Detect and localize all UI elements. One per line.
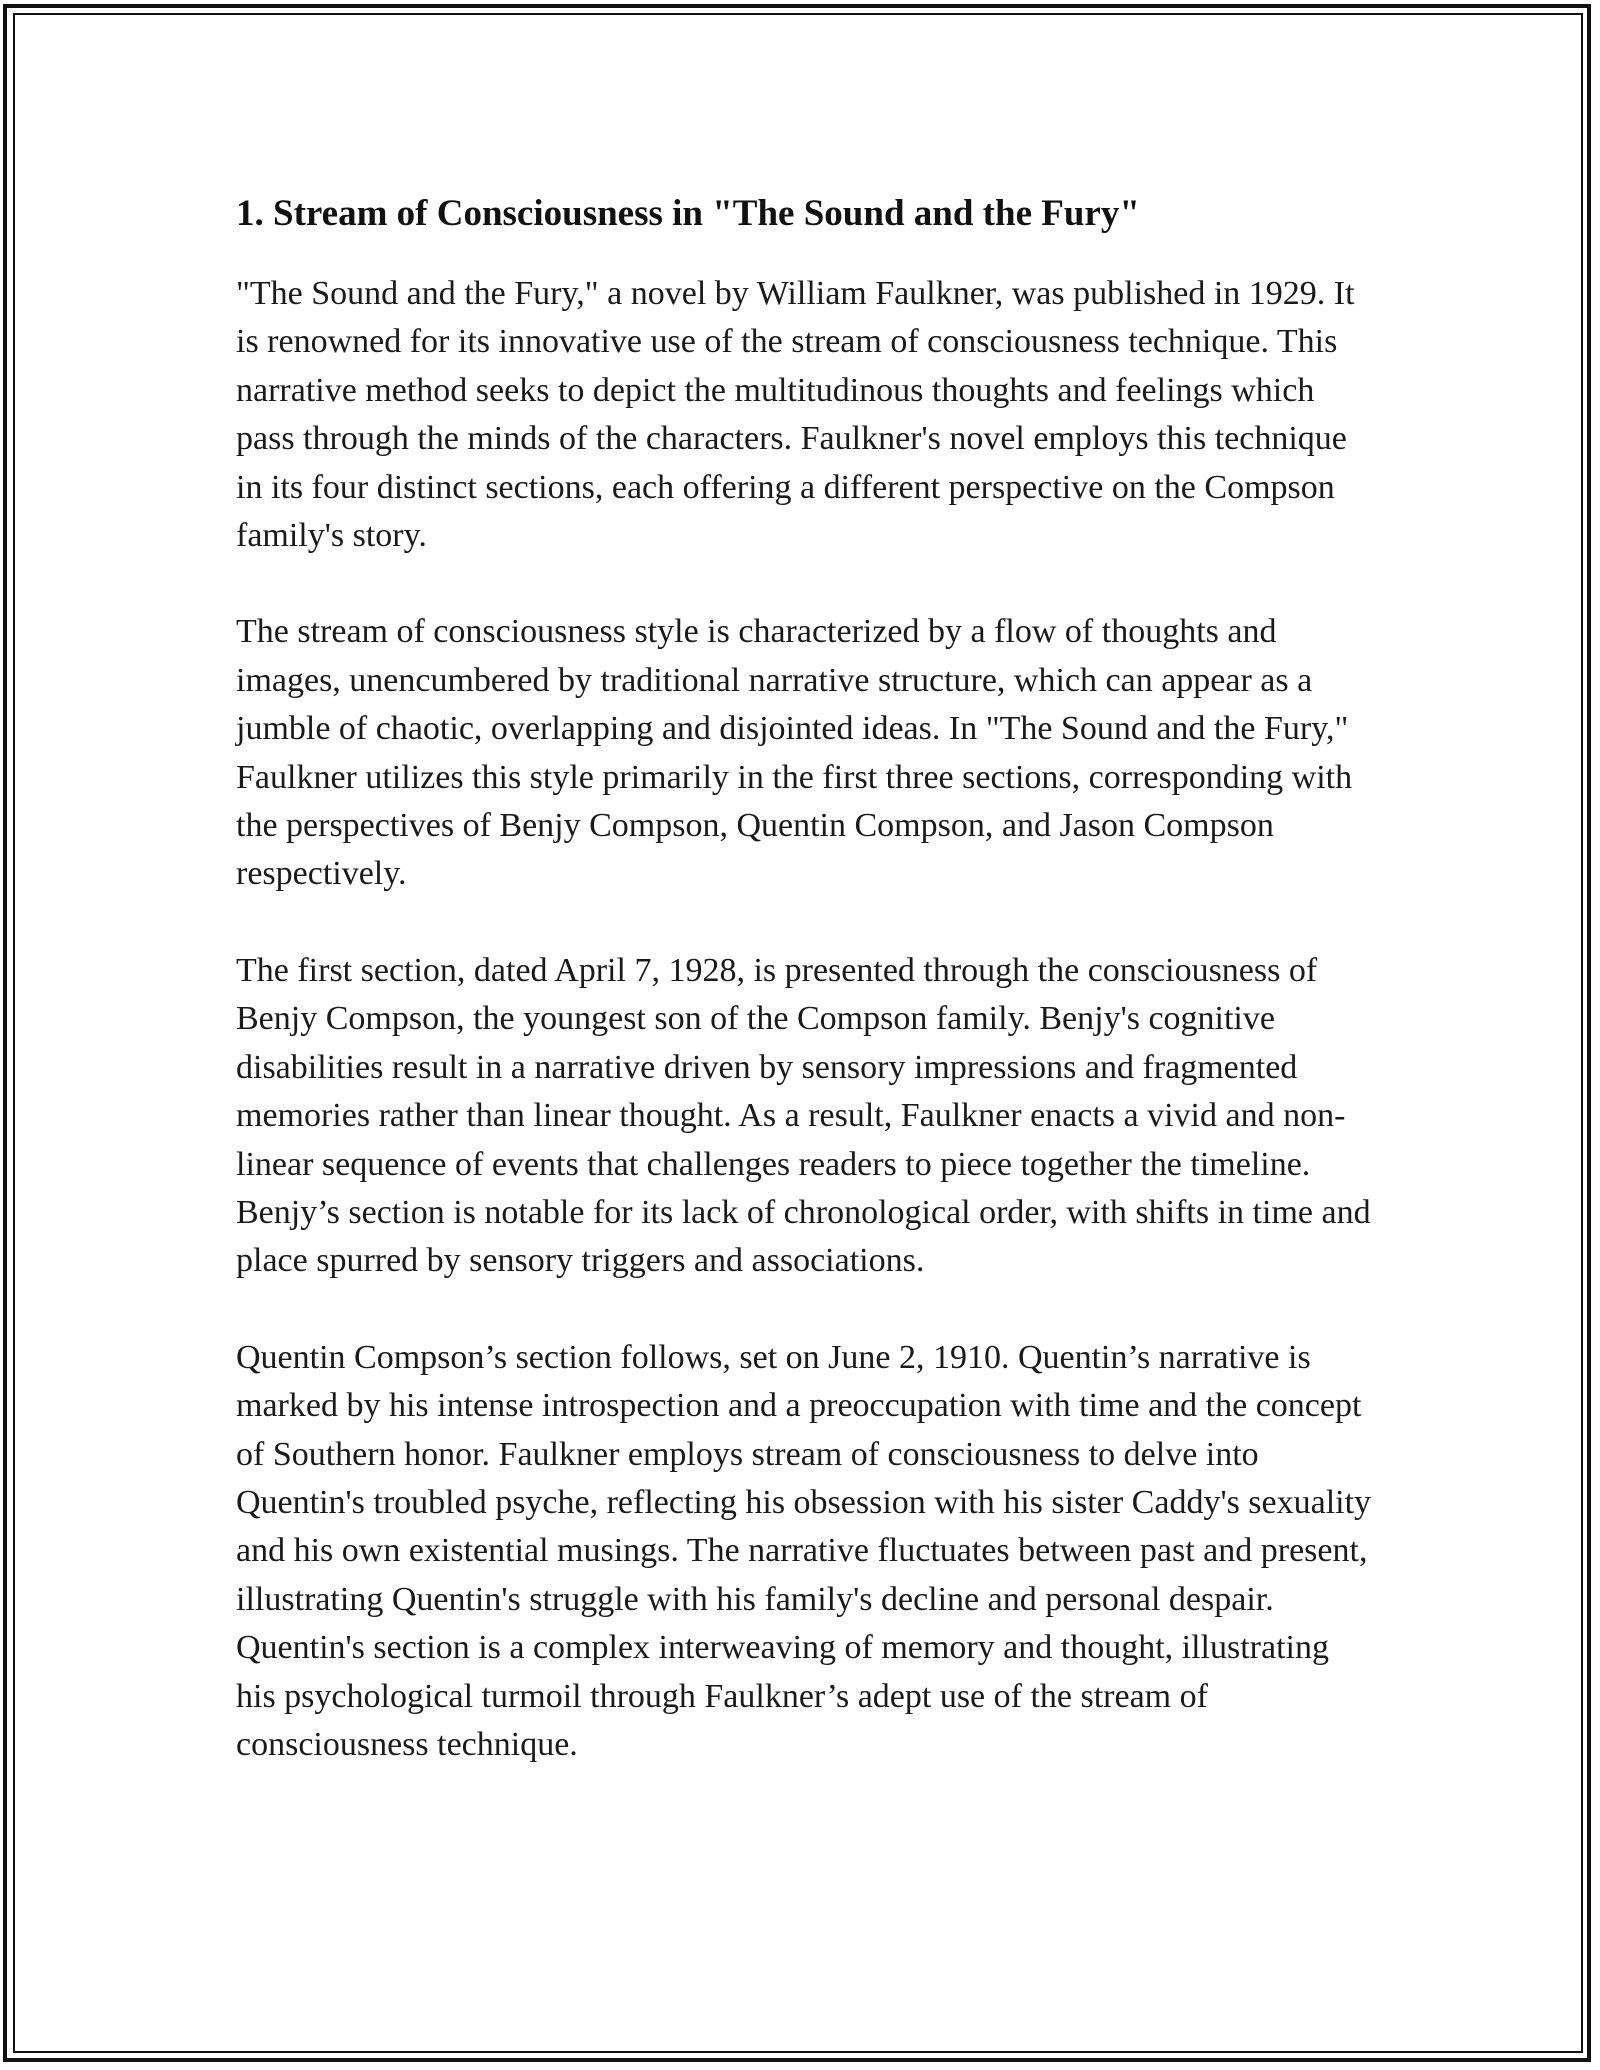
section-title: 1. Stream of Consciousness in "The Sound and the Fury" — [236, 193, 1140, 234]
paragraph-intro: "The Sound and the Fury," a novel by William Faulkner, was published in 1929. It is renowned for its innovative use of the stream of consciousness technique. This narrative method seeks to depict the multitudinous thoughts and feelings which pass through the minds of the characters. Faulkner's novel employs this technique in its four distinct sections, each offering a different perspective on the Compson family's story. — [236, 275, 1355, 555]
document-body — [236, 182, 1376, 1817]
paragraph-quentin: Quentin Compson’s section follows, set on June 2, 1910. Quentin’s narrative is marked by his intense introspection and a preoccupation with time and the concept of Southern honor. Faulkner employs stream of consciousness to delve into Quentin's troubled psyche, reflecting his obsession with his sister Caddy's sexuality and his own existential musings. The narrative fluctuates between past and present, illustrating Quentin's struggle with his family's decline and personal despair. Quentin's section is a complex interweaving of memory and thought, illustrating his psychological turmoil through Faulkner’s adept use of the stream of consciousness technique. — [236, 1338, 1372, 1763]
paragraph-benjy: The first section, dated April 7, 1928, is presented through the consciousness of Benjy Compson, the youngest son of the Compson family. Benjy's cognitive disabilities result in a narrative driven by sensory impressions and fragmented memories rather than linear thought. As a result, Faulkner enacts a vivid and non-linear sequence of events that challenges readers to piece together the timeline. Benjy’s section is notable for its lack of chronological order, with shifts in time and place spurred by sensory triggers and associations. — [236, 951, 1371, 1280]
paragraph-style: The stream of consciousness style is characterized by a flow of thoughts and images, unencumbered by traditional narrative structure, which can appear as a jumble of chaotic, overlapping and disjointed ideas. In "The Sound and the Fury," Faulkner utilizes this style primarily in the first three sections, corresponding with the perspectives of Benjy Compson, Quentin Compson, and Jason Compson respectively. — [236, 613, 1353, 893]
